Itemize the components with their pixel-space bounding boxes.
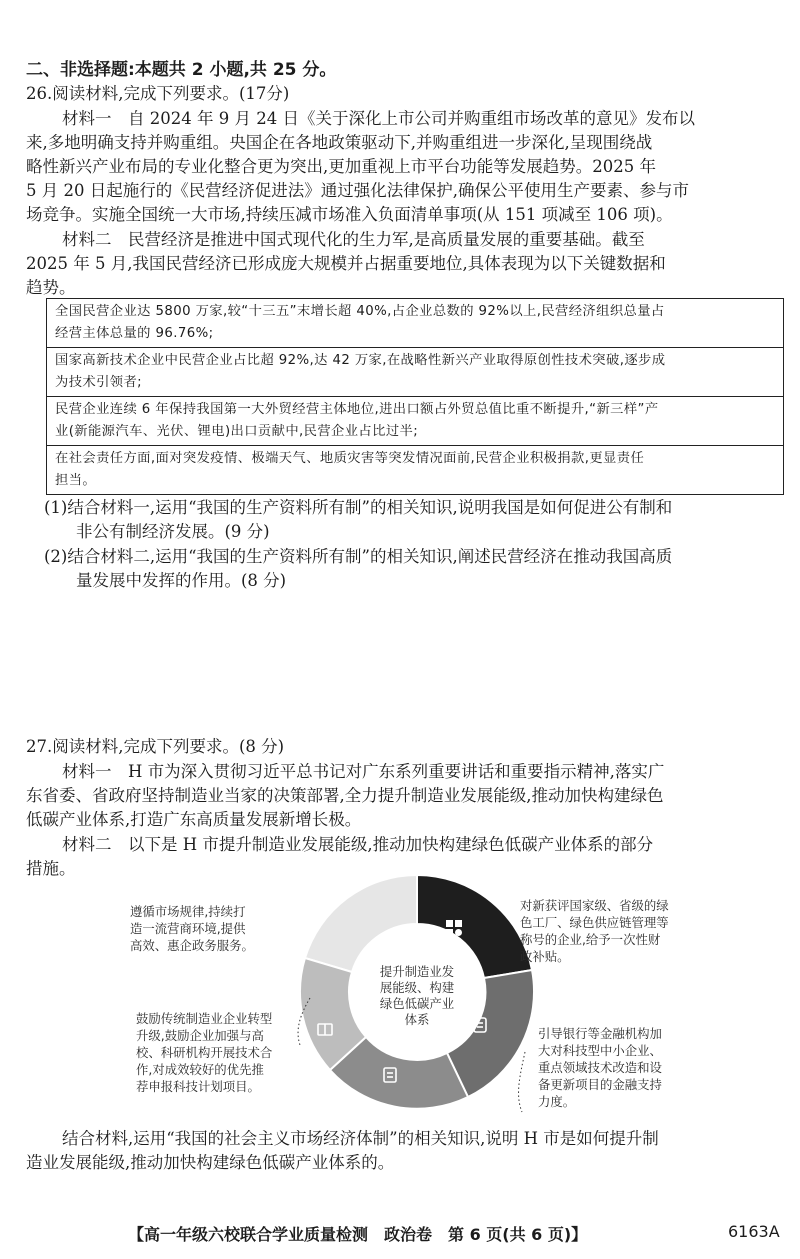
diagram-line: 荐申报科技计划项目。 [136,1079,260,1094]
diagram-line: 备更新项目的金融支持 [538,1077,662,1092]
paragraph-line: 略性新兴产业布局的专业化整合更为突出,更加重视上市平台功能等发展趋势。2025 年 [26,157,656,176]
q26-heading: 26.阅读材料,完成下列要求。(17分) [26,84,290,103]
diagram-line: 引导银行等金融机构加 [538,1026,662,1041]
paragraph-line: 趋势。 [26,278,76,297]
diagram-line: 遵循市场规律,持续打 [130,904,246,919]
sub-question-1-cont: 非公有制经济发展。(9 分) [76,522,270,541]
paragraph-line: 材料二 民营经济是推进中国式现代化的生力军,是高质量发展的重要基础。截至 [62,230,645,249]
diagram-line: 重点领域技术改造和设 [538,1060,662,1075]
ring-segment-dark [417,875,532,978]
table-cell-line: 为技术引领者; [55,375,143,390]
table-cell-line: 在社会责任方面,面对突发疫情、极端天气、地质灾害等突发情况面前,民营企业积极捐款,更显责任 [55,451,645,466]
center-line: 体系 [404,1012,430,1027]
paragraph-line: 材料一 自 2024 年 9 月 24 日《关于深化上市公司并购重组市场改革的意见》发布以 [62,109,695,128]
center-line: 提升制造业发 [379,964,455,979]
diagram-line: 鼓励传统制造业企业转型 [136,1011,273,1026]
table-cell-line: 国家高新技术企业中民营企业占比超 92%,达 42 万家,在战略性新兴产业取得原创性技术突破,逐步成 [55,353,666,368]
diagram-line: 政补贴。 [520,949,570,964]
sub-question-2-cont: 量发展中发挥的作用。(8 分) [76,571,287,590]
paragraph-line: 来,多地明确支持并购重组。央国企在各地政策驱动下,并购重组进一步深化,呈现围绕战 [26,133,653,152]
diagram-text-bottom-right [538,1025,662,1110]
sub-question-2: (2)结合材料二,运用“我国的生产资料所有制”的相关知识,阐述民营经济在推动我国高质 [44,547,673,566]
diagram-text-top-left [130,903,254,954]
diagram-line: 升级,鼓励企业加强与高 [136,1028,264,1043]
diagram-line: 造一流营商环境,提供 [130,921,246,936]
table-cell-line: 业(新能源汽车、光伏、锂电)出口贡献中,民营企业占比过半; [55,424,419,439]
q27-heading: 27.阅读材料,完成下列要求。(8 分) [26,737,285,756]
page-footer: 【高一年级六校联合学业质量检测 政治卷 第 6 页(共 6 页)】 [128,1225,588,1244]
diagram-line: 称号的企业,给予一次性财 [520,932,661,947]
section-title: 二、非选择题:本题共 2 小题,共 25 分。 [26,60,337,80]
paragraph-line: 2025 年 5 月,我国民营经济已形成庞大规模并占据重要地位,具体表现为以下关键数据和 [26,254,666,273]
paragraph-line: 低碳产业体系,打造广东高质量发展新增长极。 [26,810,362,829]
q27-question-cont: 造业发展能级,推动加快构建绿色低碳产业体系的。 [26,1153,395,1172]
table-cell-line: 经营主体总量的 96.76%; [55,326,214,341]
paper-code: 6163A [728,1222,780,1241]
diagram-text-bottom-left [136,1010,272,1095]
table-cell-line: 全国民营企业达 5800 万家,较“十三五”末增长超 40%,占企业总数的 92%以上,民营经济组织总量占 [55,304,665,319]
diagram-line: 力度。 [538,1094,576,1109]
paragraph-line: 材料一 H 市为深入贯彻习近平总书记对广东系列重要讲话和重要指示精神,落实广 [62,762,665,781]
diagram-line: 大对科技型中小企业、 [538,1043,662,1058]
diagram-line: 高效、惠企政务服务。 [130,938,254,953]
diagram-center-label [352,964,482,1028]
q27-question: 结合材料,运用“我国的社会主义市场经济体制”的相关知识,说明 H 市是如何提升制 [62,1129,659,1148]
paragraph-line: 东省委、省政府坚持制造业当家的决策部署,全力提升制造业发展能级,推动加快构建绿色 [26,786,664,805]
paragraph-line: 5 月 20 日起施行的《民营经济促进法》通过强化法律保护,确保公平使用生产要素、参与市 [26,181,689,200]
diagram-line: 校、科研机构开展技术合 [136,1045,273,1060]
table-cell-line: 民营企业连续 6 年保持我国第一大外贸经营主体地位,进出口额占外贸总值比重不断提升,“新三样”产 [55,402,659,417]
paragraph-line: 材料二 以下是 H 市提升制造业发展能级,推动加快构建绿色低碳产业体系的部分 [62,835,654,854]
leader-line [519,1052,525,1112]
paragraph-line: 场竞争。实施全国统一大市场,持续压减市场准入负面清单事项(从 151 项减至 106 项)。 [26,205,673,224]
center-line: 绿色低碳产业 [379,996,455,1011]
table-cell-line: 担当。 [55,473,97,488]
center-line: 展能级、构建 [379,980,455,995]
diagram-line: 作,对成效较好的优先推 [136,1062,264,1077]
diagram-line: 色工厂、绿色供应链管理等 [520,915,669,930]
paragraph-line: 措施。 [26,859,76,878]
ring-segment-light [305,875,417,972]
diagram-text-top-right [520,897,669,965]
sub-question-1: (1)结合材料一,运用“我国的生产资料所有制”的相关知识,说明我国是如何促进公有制和 [44,498,673,517]
diagram-line: 对新获评国家级、省级的绿 [520,898,669,913]
